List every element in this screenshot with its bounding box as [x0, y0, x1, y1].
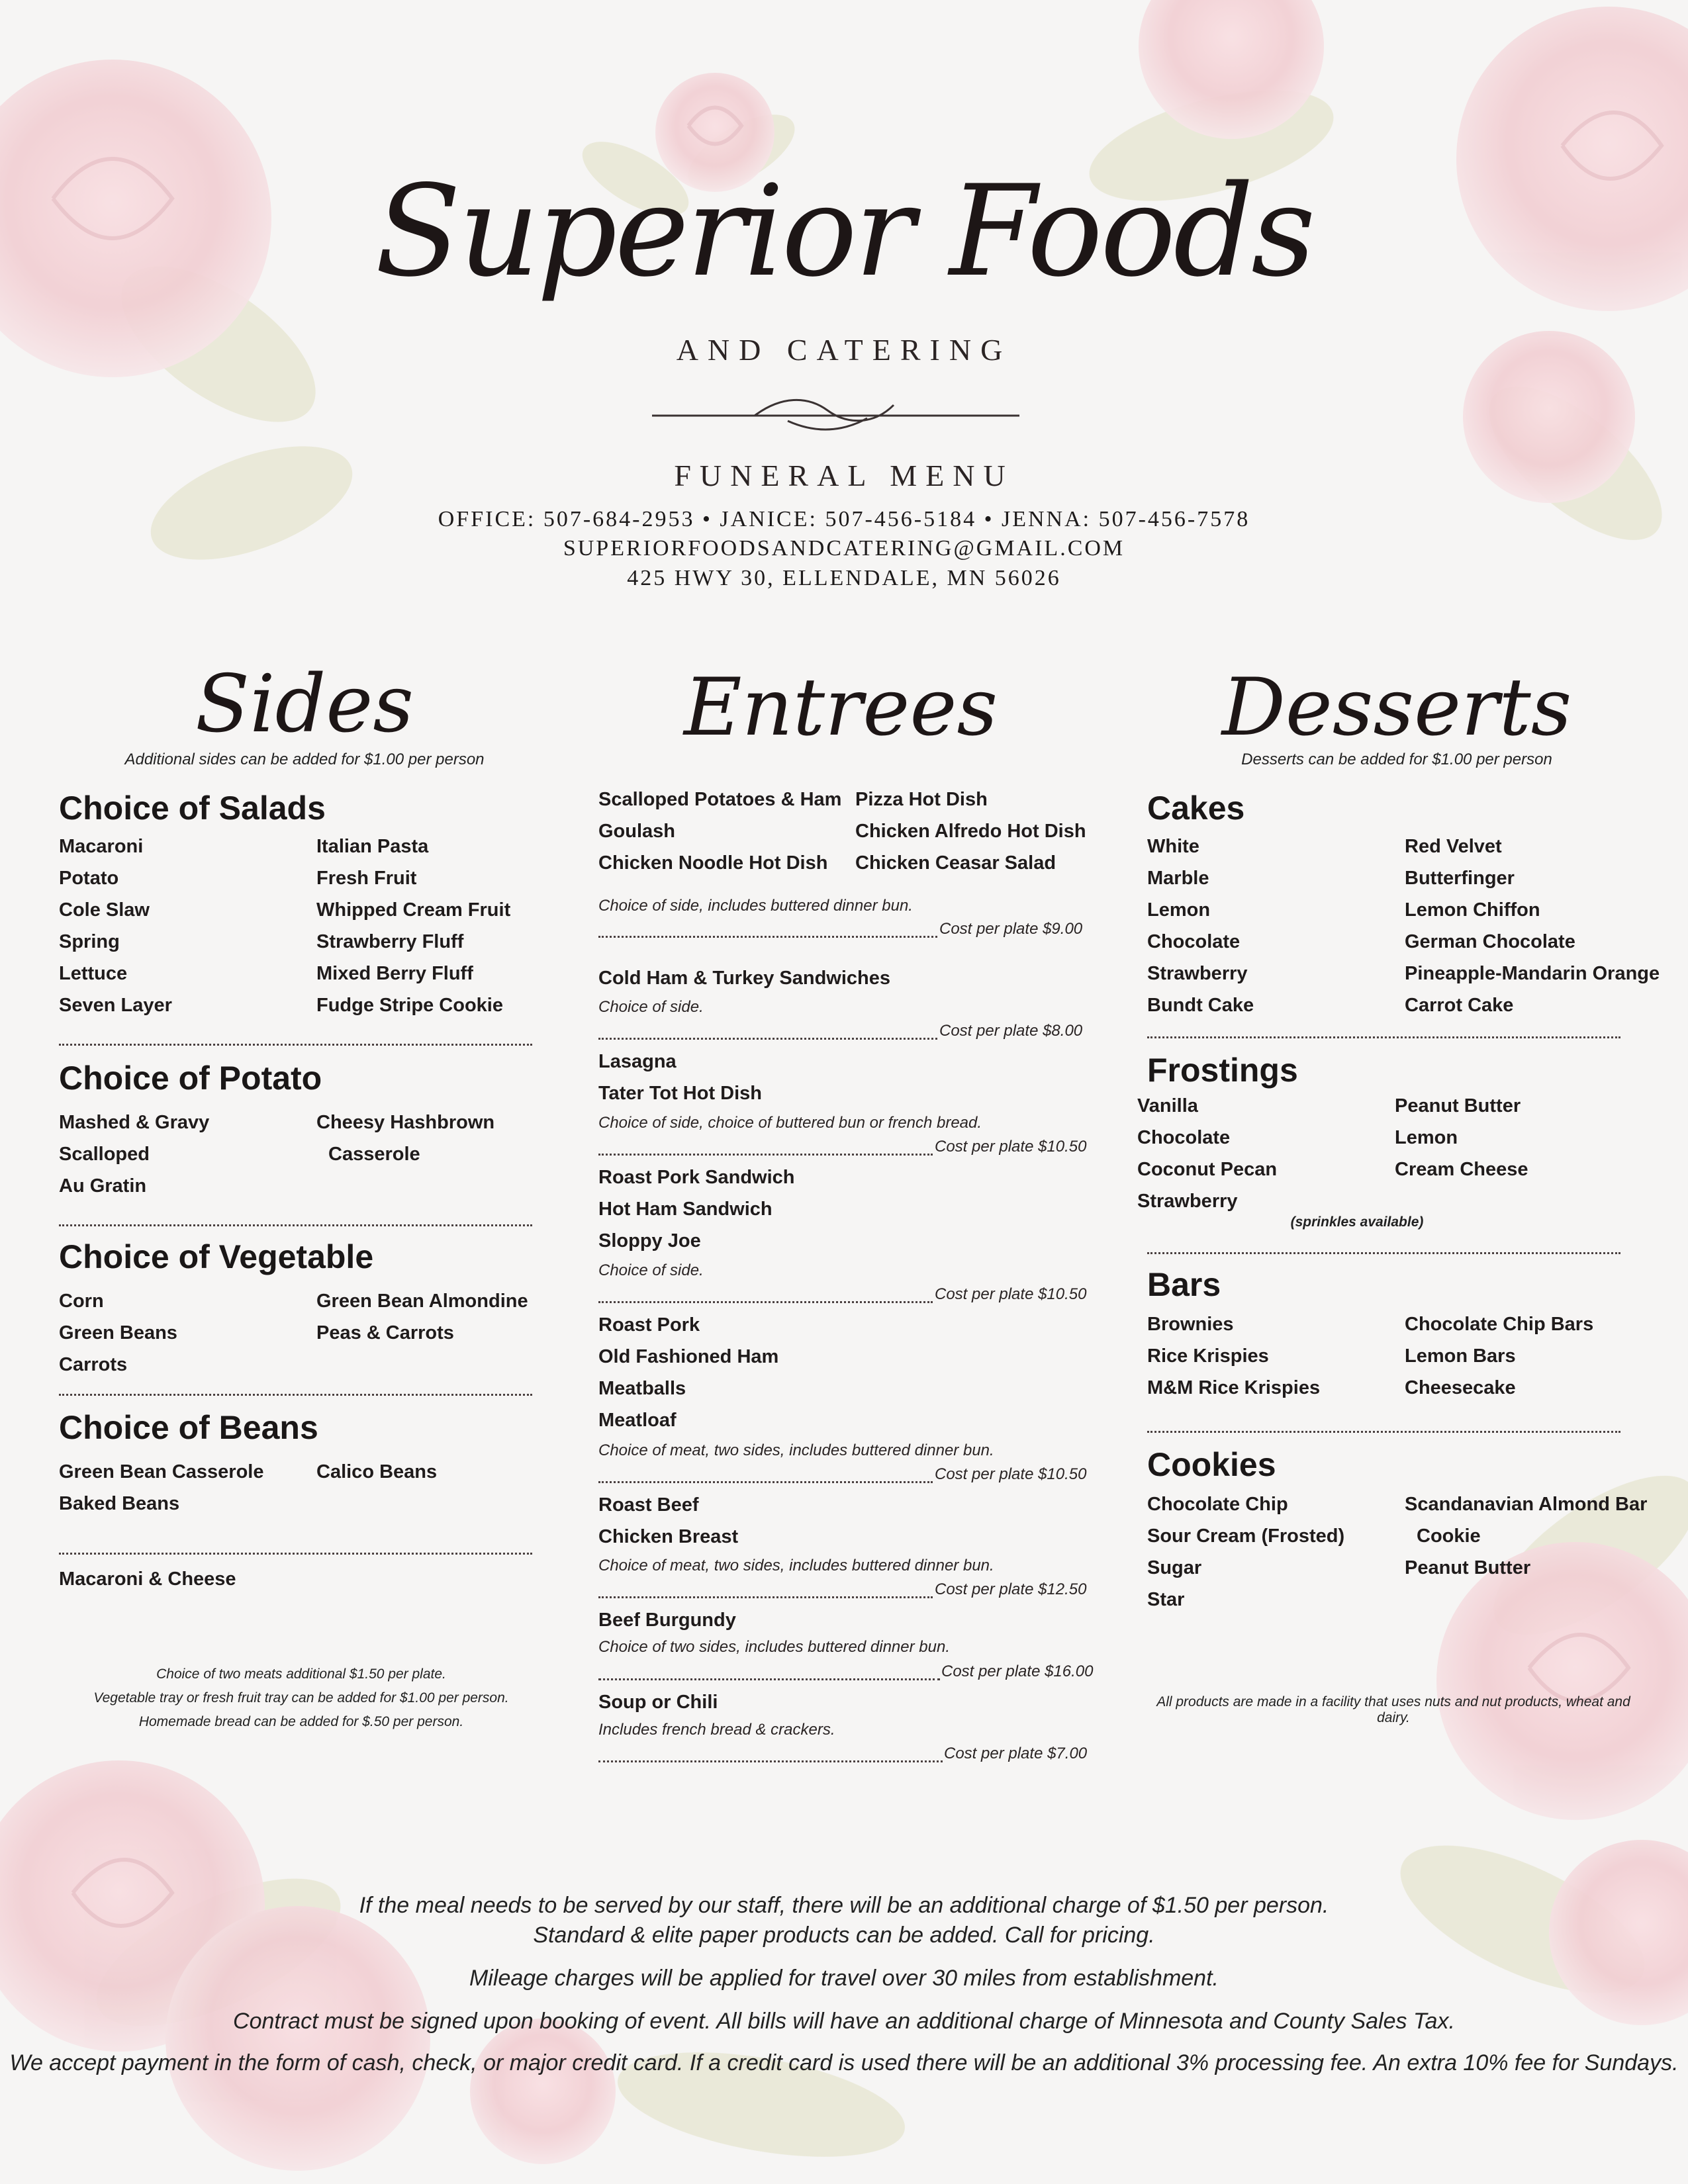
list-item: Mixed Berry Fluff — [316, 963, 473, 984]
list-item: Scalloped Potatoes & Ham — [598, 789, 842, 810]
list-item: Vanilla — [1137, 1095, 1198, 1116]
sides-fine-print: Vegetable tray or fresh fruit tray can be added for $1.00 per person. — [93, 1690, 509, 1706]
entree-description: Includes french bread & crackers. — [598, 1721, 835, 1739]
entree-price: Cost per plate $9.00 — [939, 920, 1083, 938]
list-item: Scandanavian Almond Bar — [1405, 1494, 1648, 1515]
list-item: Mashed & Gravy — [59, 1112, 210, 1133]
list-item: Sugar — [1147, 1557, 1202, 1578]
dotted-divider — [598, 1301, 933, 1303]
entree-price: Cost per plate $8.00 — [939, 1022, 1083, 1040]
salads-heading: Choice of Salads — [59, 790, 326, 827]
list-item: Sloppy Joe — [598, 1230, 701, 1251]
list-item: Peanut Butter — [1405, 1557, 1531, 1578]
list-item: Lemon Chiffon — [1405, 899, 1540, 921]
list-item: Potato — [59, 868, 119, 889]
desserts-title: Desserts — [1221, 662, 1572, 754]
entree-price: Cost per plate $12.50 — [935, 1580, 1087, 1598]
dotted-divider — [59, 1394, 532, 1396]
list-item: Roast Beef — [598, 1494, 699, 1516]
list-item: Roast Pork Sandwich — [598, 1167, 795, 1188]
list-item: Lemon Bars — [1405, 1345, 1516, 1367]
list-item: Tater Tot Hot Dish — [598, 1083, 763, 1104]
list-item: Old Fashioned Ham — [598, 1346, 779, 1367]
list-item: Baked Beans — [59, 1493, 180, 1514]
entree-description: Choice of meat, two sides, includes buttered dinner bun. — [598, 1441, 994, 1459]
footer-line: Mileage charges will be applied for travel over 30 miles from establishment. — [469, 1966, 1219, 1991]
list-item: Star — [1147, 1589, 1185, 1610]
list-item: Cream Cheese — [1395, 1159, 1528, 1180]
entree-description: Choice of side. — [598, 998, 704, 1016]
dotted-divider — [598, 1481, 933, 1483]
list-item: Fresh Fruit — [316, 868, 417, 889]
footer-line: Contract must be signed upon booking of event. All bills will have an additional charge of Minnesota and County Sales Tax. — [233, 2009, 1455, 2034]
frostings-heading: Frostings — [1147, 1052, 1298, 1089]
contact-address: 425 HWY 30, ELLENDALE, MN 56026 — [627, 566, 1061, 590]
list-item: Pineapple-Mandarin Orange — [1405, 963, 1660, 984]
list-item: Strawberry Fluff — [316, 931, 464, 952]
list-item: Chocolate — [1137, 1127, 1231, 1148]
sides-title: Sides — [195, 659, 414, 751]
list-item: White — [1147, 836, 1199, 857]
dotted-divider — [1147, 1036, 1620, 1038]
list-item: Cheesy Hashbrown — [316, 1112, 495, 1133]
contact-phones: OFFICE: 507-684-2953 • JANICE: 507-456-5184 • JENNA: 507-456-7578 — [438, 507, 1250, 531]
entree-description: Choice of side, includes buttered dinner bun. — [598, 897, 913, 915]
list-item: Cookie — [1417, 1525, 1481, 1547]
entree-description: Choice of two sides, includes buttered dinner bun. — [598, 1638, 950, 1656]
entree-description: Choice of side, choice of buttered bun or french bread. — [598, 1114, 982, 1132]
list-item: Macaroni — [59, 836, 144, 857]
entree-description: Choice of meat, two sides, includes buttered dinner bun. — [598, 1557, 994, 1574]
dotted-divider — [598, 1596, 933, 1598]
list-item: Carrots — [59, 1354, 128, 1375]
list-item: Bundt Cake — [1147, 995, 1254, 1016]
list-item: Strawberry — [1137, 1191, 1238, 1212]
list-item: German Chocolate — [1405, 931, 1575, 952]
sides-fine-print: Choice of two meats additional $1.50 per plate. — [156, 1666, 446, 1682]
list-item: Lettuce — [59, 963, 128, 984]
list-item: Hot Ham Sandwich — [598, 1199, 773, 1220]
dotted-divider — [598, 1038, 937, 1040]
entree-description: Choice of side. — [598, 1261, 704, 1279]
list-item: Peanut Butter — [1395, 1095, 1521, 1116]
bars-heading: Bars — [1147, 1266, 1221, 1303]
potato-heading: Choice of Potato — [59, 1060, 322, 1097]
list-item: Pizza Hot Dish — [855, 789, 988, 810]
list-item: Red Velvet — [1405, 836, 1502, 857]
list-item: Chocolate — [1147, 931, 1241, 952]
list-item: Au Gratin — [59, 1175, 147, 1197]
entree-price: Cost per plate $16.00 — [941, 1662, 1094, 1680]
list-item: Chocolate Chip Bars — [1405, 1314, 1594, 1335]
cookies-heading: Cookies — [1147, 1446, 1276, 1483]
list-item: Calico Beans — [316, 1461, 438, 1482]
list-item: M&M Rice Krispies — [1147, 1377, 1321, 1398]
dotted-divider — [598, 1678, 940, 1680]
list-item: Goulash — [598, 821, 676, 842]
list-item: Chicken Ceasar Salad — [855, 852, 1056, 874]
list-item: Cold Ham & Turkey Sandwiches — [598, 968, 891, 989]
dotted-divider — [59, 1553, 532, 1555]
desserts-note: Desserts can be added for $1.00 per person — [1241, 751, 1552, 768]
sides-note: Additional sides can be added for $1.00 per person — [124, 751, 485, 768]
list-item: Beef Burgundy — [598, 1610, 736, 1631]
footer-line: If the meal needs to be served by our staff, there will be an additional charge of $1.50 per person. — [359, 1893, 1329, 1918]
sides-fine-print: Homemade bread can be added for $.50 per person. — [138, 1714, 464, 1729]
list-item: Macaroni & Cheese — [59, 1569, 236, 1590]
list-item: Coconut Pecan — [1137, 1159, 1278, 1180]
list-item: Green Beans — [59, 1322, 177, 1343]
entrees-title: Entrees — [683, 662, 998, 754]
list-item: Marble — [1147, 868, 1209, 889]
list-item: Scalloped — [59, 1144, 150, 1165]
list-item: Whipped Cream Fruit — [316, 899, 511, 921]
menu-title: FUNERAL MENU — [674, 459, 1014, 492]
list-item: Meatloaf — [598, 1410, 677, 1431]
list-item: Green Bean Almondine — [316, 1291, 528, 1312]
sprinkles-note: (sprinkles available) — [1290, 1214, 1424, 1230]
list-item: Chicken Noodle Hot Dish — [598, 852, 828, 874]
list-item: Butterfinger — [1405, 868, 1515, 889]
entree-price: Cost per plate $10.50 — [935, 1465, 1087, 1483]
list-item: Strawberry — [1147, 963, 1248, 984]
list-item: Rice Krispies — [1147, 1345, 1269, 1367]
list-item: Chocolate Chip — [1147, 1494, 1288, 1515]
list-item: Chicken Breast — [598, 1526, 739, 1547]
list-item: Lemon — [1147, 899, 1211, 921]
beans-heading: Choice of Beans — [59, 1409, 318, 1446]
list-item: Spring — [59, 931, 120, 952]
entree-price: Cost per plate $7.00 — [944, 1745, 1088, 1762]
dotted-divider — [598, 936, 937, 938]
entree-price: Cost per plate $10.50 — [935, 1285, 1087, 1303]
dotted-divider — [598, 1760, 943, 1762]
list-item: Green Bean Casserole — [59, 1461, 264, 1482]
list-item: Soup or Chili — [598, 1692, 718, 1713]
list-item: Cheesecake — [1405, 1377, 1516, 1398]
dotted-divider — [59, 1044, 532, 1046]
brand-logo-name: Superior Foods — [375, 158, 1313, 304]
list-item: Meatballs — [598, 1378, 686, 1399]
list-item: Carrot Cake — [1405, 995, 1514, 1016]
dotted-divider — [1147, 1252, 1620, 1254]
list-item: Chicken Alfredo Hot Dish — [855, 821, 1086, 842]
footer-line: We accept payment in the form of cash, check, or major credit card. If a credit card is used there will be an additional 3% processing fee. An extra 10% fee for Sundays. — [9, 2050, 1679, 2075]
list-item: Sour Cream (Frosted) — [1147, 1525, 1345, 1547]
brand-logo-subtitle: AND CATERING — [676, 333, 1012, 367]
vegetable-heading: Choice of Vegetable — [59, 1238, 374, 1275]
entree-price: Cost per plate $10.50 — [935, 1138, 1087, 1156]
dotted-divider — [1147, 1431, 1620, 1433]
dotted-divider — [598, 1154, 933, 1156]
list-item: Lasagna — [598, 1051, 677, 1072]
list-item: Roast Pork — [598, 1314, 700, 1336]
list-item: Fudge Stripe Cookie — [316, 995, 503, 1016]
footer-line: Standard & elite paper products can be added. Call for pricing. — [533, 1923, 1155, 1948]
list-item: Lemon — [1395, 1127, 1458, 1148]
list-item: Seven Layer — [59, 995, 172, 1016]
list-item: Italian Pasta — [316, 836, 429, 857]
allergen-note: All products are made in a facility that uses nuts and nut products, wheat and dairy. — [1156, 1694, 1630, 1725]
list-item: Peas & Carrots — [316, 1322, 454, 1343]
list-item: Cole Slaw — [59, 899, 150, 921]
list-item: Casserole — [328, 1144, 420, 1165]
cakes-heading: Cakes — [1147, 790, 1245, 827]
list-item: Brownies — [1147, 1314, 1234, 1335]
list-item: Corn — [59, 1291, 104, 1312]
contact-email: SUPERIORFOODSANDCATERING@GMAIL.COM — [563, 536, 1125, 561]
dotted-divider — [59, 1224, 532, 1226]
